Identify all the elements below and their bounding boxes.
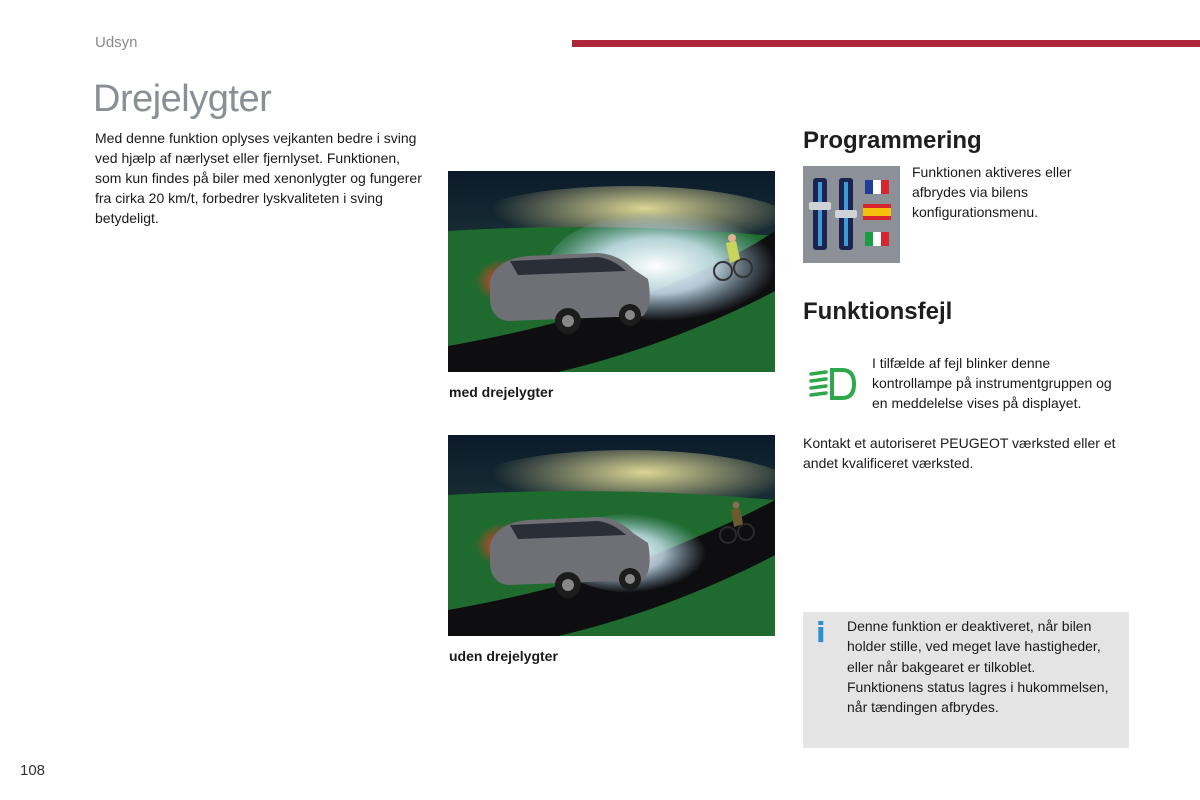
fault-heading: Funktionsfejl [803,298,953,325]
programming-text: Funktionen aktiveres eller afbrydes via bilens konfigurationsmenu. [912,164,1072,220]
info-line-2: Funktionens status lagres i hukommelsen, når tændingen afbrydes. [847,678,1109,716]
car-cornering-light-off-illustration [448,435,775,636]
figure-without-cornering-light [448,435,775,636]
headlamp-warning-icon [808,366,858,402]
info-text [847,616,1122,717]
info-icon: i [816,616,826,649]
car-cornering-light-on-illustration [448,171,775,372]
header-accent-bar [572,40,1200,47]
fault-warning-text: I tilfælde af fejl blinker denne kontrollampe på instrumentgruppen og en meddelelse vises på displayet. [872,355,1112,411]
figure-with-cornering-light [448,171,775,372]
info-line-1: Denne funktion er deaktiveret, når bilen holder stille, ved meget lave hastigheder, eller når bakgearet er tilkoblet. [847,618,1101,675]
figure-caption-with: med drejelygter [449,384,554,400]
page-number: 108 [20,762,46,779]
section-label: Udsyn [95,34,138,51]
configuration-menu-icon [803,166,900,263]
programming-heading: Programmering [803,127,982,154]
page-title: Drejelygter [93,78,272,120]
fault-contact-text: Kontakt et autoriseret PEUGEOT værksted eller et andet kvalificeret værksted. [803,435,1116,471]
intro-paragraph: Med denne funktion oplyses vejkanten bedre i sving ved hjælp af nærlyset eller fjernlyset. Funktionen, som kun findes på biler med xenonlygter og fungerer fra cirka 20 km/t, forbedrer lyskvaliteten i sving betydeligt. [95,130,422,226]
figure-caption-without: uden drejelygter [449,648,558,664]
